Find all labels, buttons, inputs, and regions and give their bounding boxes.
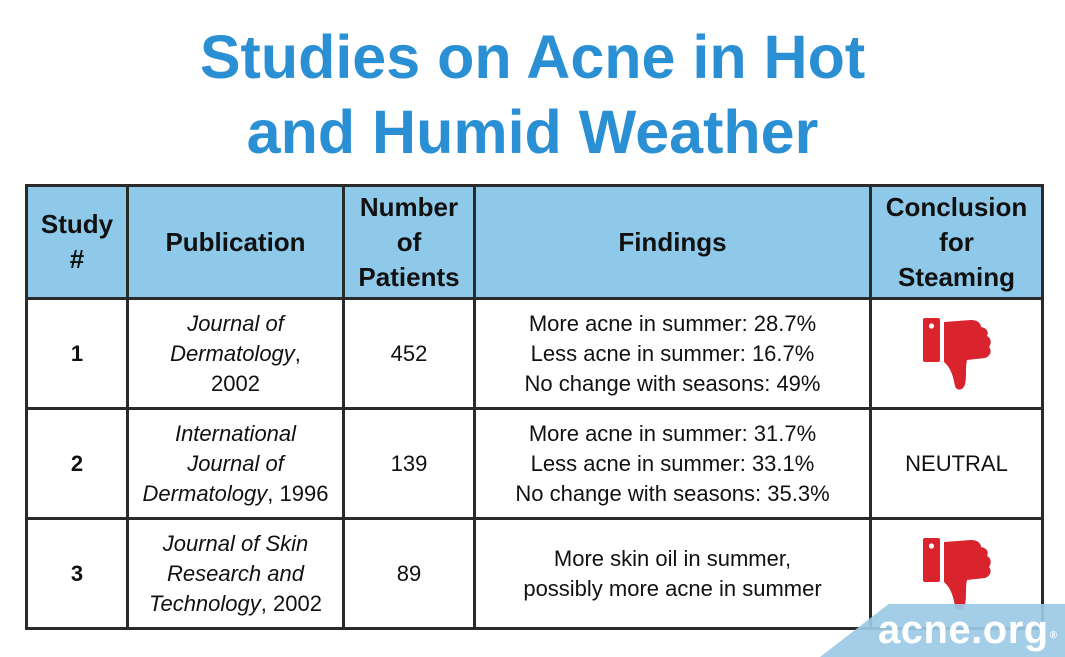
study-number: 2 [27,409,128,519]
title-line-1: Studies on Acne in Hot [199,23,866,91]
study-number: 3 [27,519,128,629]
findings-cell: More acne in summer: 28.7% Less acne in summer: 16.7% No change with seasons: 49% [475,299,871,409]
publication-cell: Journal of Dermatology, 2002 [128,299,344,409]
patients-count: 452 [344,299,475,409]
page-title [0,20,1065,170]
thumbs-down-icon [921,316,993,392]
studies-table [25,184,1044,630]
publication-cell: International Journal of Dermatology, 1996 [128,409,344,519]
findings-cell: More acne in summer: 31.7% Less acne in summer: 33.1% No change with seasons: 35.3% [475,409,871,519]
header-conclusion: Conclusion for Steaming [871,186,1043,299]
publication-cell: Journal of Skin Research and Technology, 2002 [128,519,344,629]
header-publication: Publication [128,186,344,299]
table-header-row [27,186,1043,299]
patients-count: 89 [344,519,475,629]
study-number: 1 [27,299,128,409]
findings-cell: More skin oil in summer, possibly more acne in summer [475,519,871,629]
conclusion-cell [871,299,1043,409]
table-row [27,299,1043,409]
table-row [27,409,1043,519]
header-study: Study # [27,186,128,299]
header-findings: Findings [475,186,871,299]
header-patients: Number of Patients [344,186,475,299]
patients-count: 139 [344,409,475,519]
acne-org-logo[interactable]: acne.org® [878,608,1058,652]
title-line-2: and Humid Weather [246,98,819,166]
conclusion-cell: NEUTRAL [871,409,1043,519]
thumbs-down-icon [921,536,993,612]
